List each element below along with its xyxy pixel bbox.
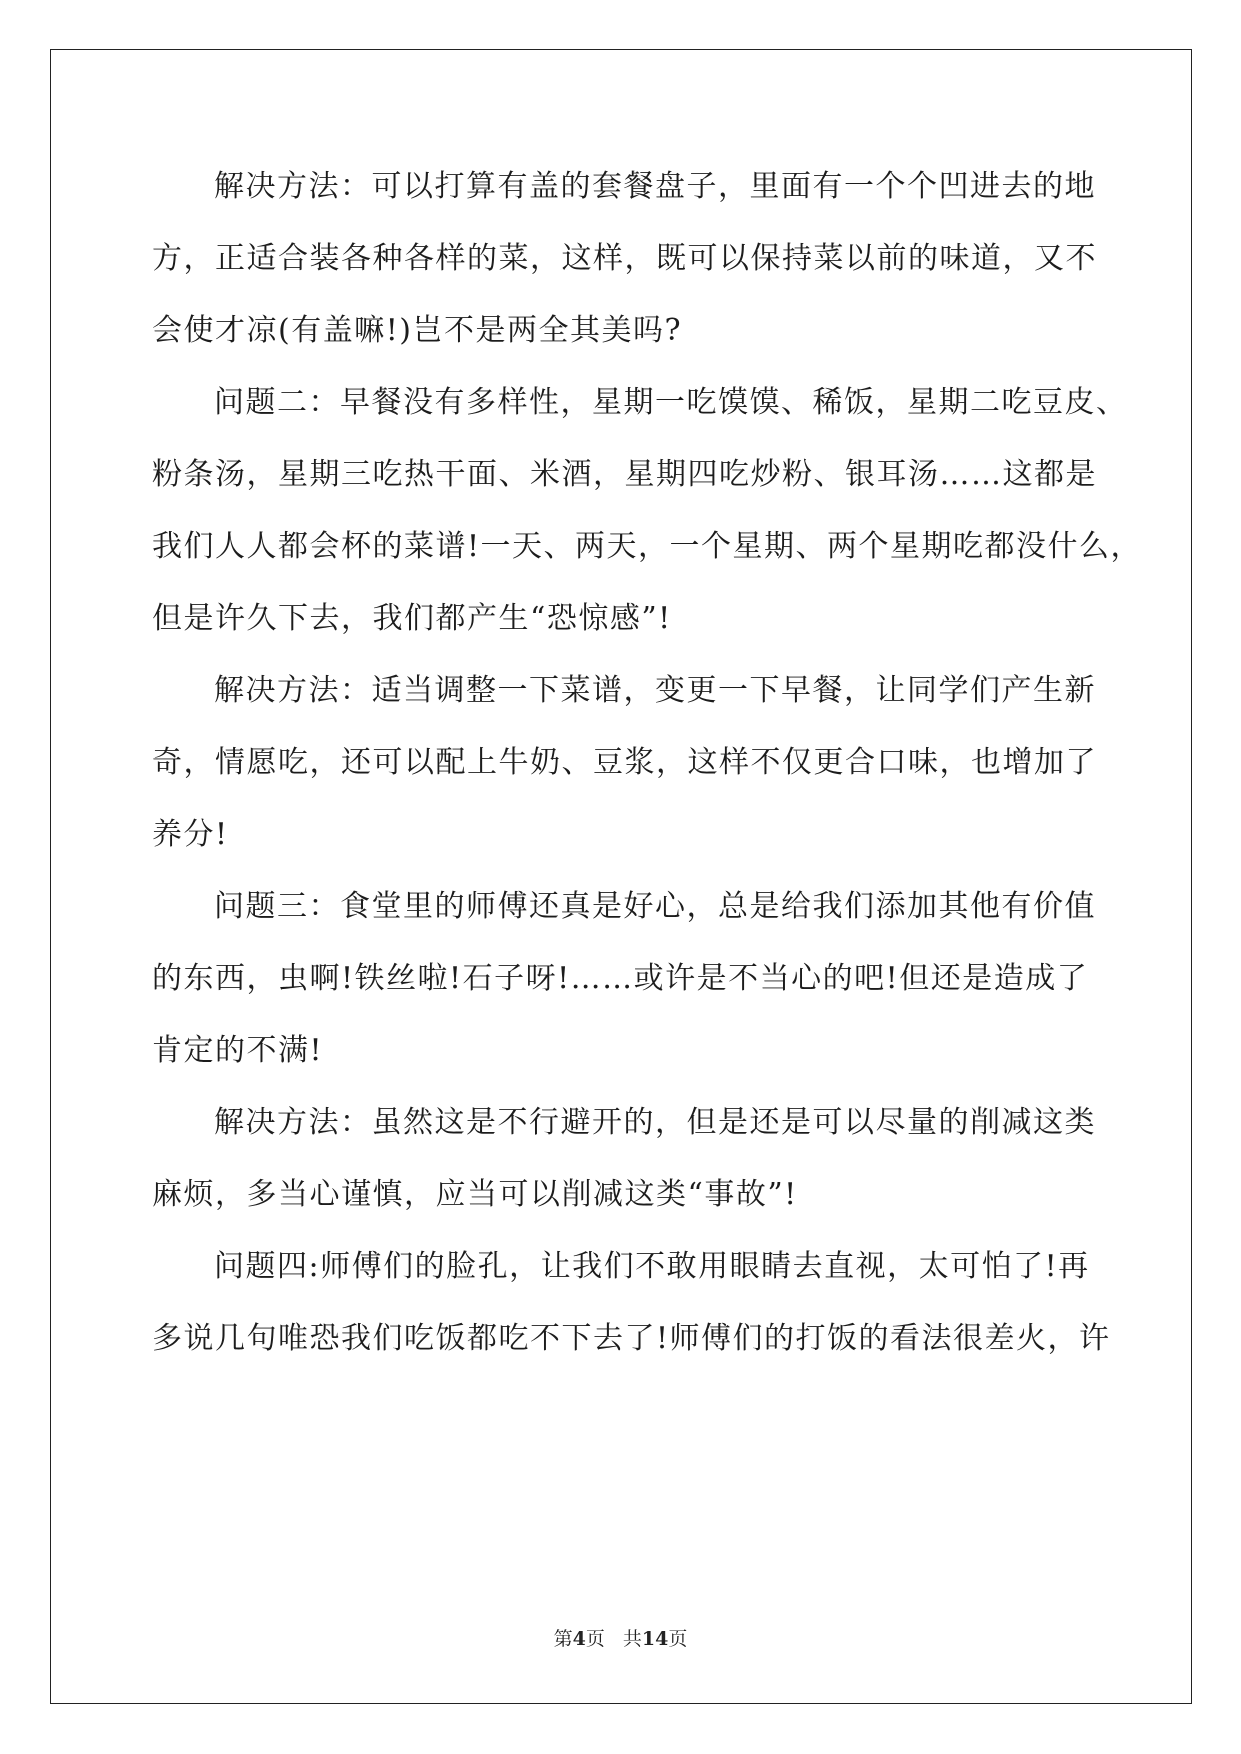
paragraph-line: 问题四:师傅们的脸孔，让我们不敢用眼睛去直视，太可怕了!再 xyxy=(214,1249,1090,1284)
paragraph-line: 奇，情愿吃，还可以配上牛奶、豆浆，这样不仅更合口味，也增加了 xyxy=(152,745,1097,780)
footer-total-prefix: 共 xyxy=(622,1628,642,1650)
page-frame xyxy=(50,49,1192,1704)
paragraph-line: 养分! xyxy=(152,817,229,852)
paragraph-line: 多说几句唯恐我们吃饭都吃不下去了!师傅们的打饭的看法很差火，许 xyxy=(152,1321,1111,1356)
paragraph-line: 解决方法：虽然这是不行避开的，但是还是可以尽量的削减这类 xyxy=(214,1105,1096,1140)
paragraph-line: 麻烦，多当心谨慎，应当可以削减这类“事故”! xyxy=(152,1177,798,1212)
current-page-number: 4 xyxy=(572,1628,586,1650)
paragraph-line: 但是许久下去，我们都产生“恐惊感”! xyxy=(152,601,672,636)
paragraph-line: 粉条汤，星期三吃热干面、米酒，星期四吃炒粉、银耳汤……这都是 xyxy=(152,457,1097,492)
total-pages-number: 14 xyxy=(641,1628,669,1650)
paragraph-line: 问题三：食堂里的师傅还真是好心，总是给我们添加其他有价值 xyxy=(214,889,1096,924)
paragraph-line: 解决方法：适当调整一下菜谱，变更一下早餐，让同学们产生新 xyxy=(214,673,1096,708)
footer-prefix: 第 xyxy=(553,1628,573,1650)
paragraph-line: 解决方法：可以打算有盖的套餐盘子，里面有一个个凹进去的地 xyxy=(214,169,1096,204)
page-footer xyxy=(0,1627,1241,1651)
footer-page-suffix: 页 xyxy=(585,1628,605,1650)
footer-total-suffix: 页 xyxy=(668,1628,688,1650)
paragraph-line: 问题二：早餐没有多样性，星期一吃馍馍、稀饭，星期二吃豆皮、 xyxy=(214,385,1128,420)
paragraph-line: 会使才凉(有盖嘛!)岂不是两全其美吗? xyxy=(152,313,683,348)
paragraph-line: 我们人人都会杯的菜谱!一天、两天，一个星期、两个星期吃都没什么， xyxy=(152,529,1143,564)
paragraph-line: 肯定的不满! xyxy=(152,1033,324,1068)
paragraph-line: 的东西，虫啊!铁丝啦!石子呀!……或许是不当心的吧!但还是造成了 xyxy=(152,961,1089,996)
paragraph-line: 方，正适合装各种各样的菜，这样，既可以保持菜以前的味道，又不 xyxy=(152,241,1097,276)
